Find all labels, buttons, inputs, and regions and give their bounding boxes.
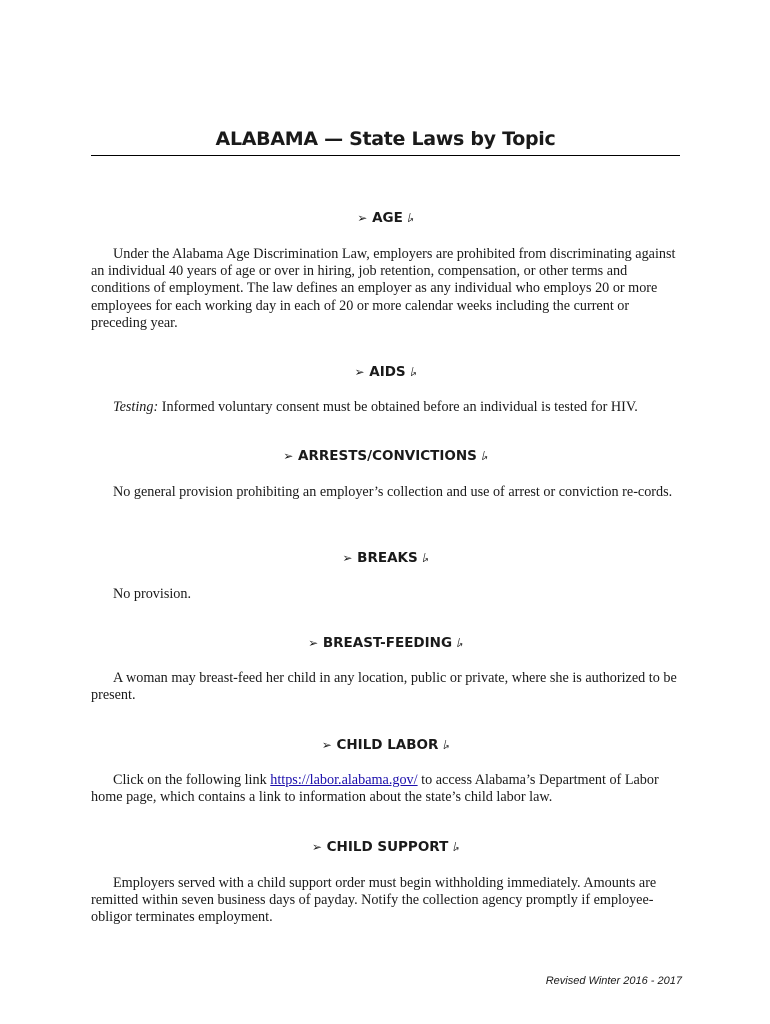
page-title: ALABAMA — State Laws by Topic — [215, 128, 556, 150]
section-body-aids — [91, 399, 681, 416]
arrowhead-right-icon: ➢ — [321, 738, 332, 752]
section-body-breaks: No provision. — [113, 586, 192, 602]
section-heading-child-support — [91, 839, 680, 855]
section-body-child-support: Employers served with a child support order must begin withholding immediately. Amounts are remitted within seven business days of payday. Notify the collection agency promptly if employee-obligor terminates employment. — [91, 875, 657, 926]
section-heading-label: ARRESTS/CONVICTIONS — [298, 448, 477, 464]
section-body-child-labor — [91, 772, 681, 806]
arrowhead-right-icon: ➢ — [357, 211, 368, 225]
section-heading-aids — [91, 364, 680, 380]
arrowhead-right-icon: ➢ — [283, 449, 294, 463]
arrowhead-left-icon: ⭞ — [453, 840, 460, 854]
section-heading-breast-feeding — [91, 635, 680, 651]
arrowhead-right-icon: ➢ — [308, 636, 319, 650]
arrowhead-right-icon: ➢ — [354, 365, 365, 379]
section-heading-child-labor — [91, 737, 680, 753]
lead-in-label: Testing: — [113, 399, 159, 415]
section-heading-label: CHILD SUPPORT — [326, 839, 449, 855]
arrowhead-left-icon: ⭞ — [407, 211, 414, 225]
section-heading-age — [91, 210, 680, 226]
section-body-arrests-convictions: No general provision prohibiting an employer’s collection and use of arrest or conviction re-cords. — [113, 484, 673, 500]
arrowhead-left-icon: ⭞ — [410, 365, 417, 379]
section-body-text: to access Alabama’s Department of Labor home page, which contains a link to information about the state’s child labor law. — [91, 772, 659, 806]
section-heading-label: BREAKS — [357, 550, 418, 566]
arrowhead-left-icon: ⭞ — [481, 449, 488, 463]
section-body-age: Under the Alabama Age Discrimination Law, employers are prohibited from discriminating against an individual 40 years of age or over in hiring, job retention, compensation, or other terms and conditions of employment. The law defines an employer as any individual who employs 20 or more employees for each working day in each of 20 or more calendar weeks including the current or preceding year. — [91, 246, 676, 331]
title-divider — [91, 155, 680, 156]
section-heading-arrests-convictions — [91, 448, 680, 464]
arrowhead-right-icon: ➢ — [342, 551, 353, 565]
arrowhead-right-icon: ➢ — [311, 840, 322, 854]
arrowhead-left-icon: ⭞ — [443, 738, 450, 752]
labor-department-link[interactable]: https://labor.alabama.gov/ — [270, 772, 418, 788]
arrowhead-left-icon: ⭞ — [456, 636, 463, 650]
section-heading-label: BREAST-FEEDING — [322, 635, 453, 651]
section-body-text: Click on the following link — [113, 772, 271, 788]
arrowhead-left-icon: ⭞ — [422, 551, 429, 565]
section-body-breast-feeding: A woman may breast-feed her child in any location, public or private, where she is authorized to be present. — [91, 670, 677, 704]
revision-footer: Revised Winter 2016 - 2017 — [545, 975, 682, 987]
section-heading-label: AGE — [372, 210, 403, 226]
section-heading-label: CHILD LABOR — [336, 737, 439, 753]
section-body-text: Informed voluntary consent must be obtained before an individual is tested for HIV. — [158, 399, 638, 415]
section-heading-label: AIDS — [369, 364, 406, 380]
section-heading-breaks — [91, 550, 680, 566]
